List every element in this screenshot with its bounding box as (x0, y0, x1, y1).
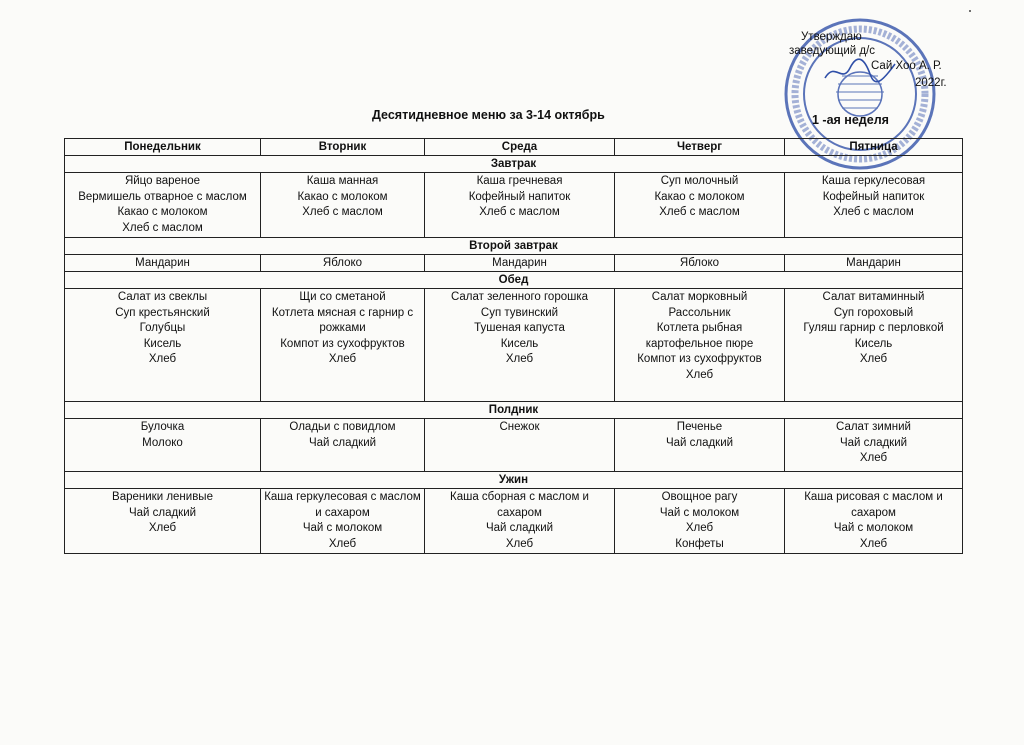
menu-item: Каша рисовая с маслом и сахаром (804, 491, 943, 519)
dinner-cell-monday (65, 489, 261, 554)
menu-item: Хлеб (505, 537, 534, 550)
dinner-cell-thursday (615, 489, 785, 554)
menu-item: Чай с молоком (833, 522, 914, 534)
menu-item: Какао с молоком (297, 190, 388, 203)
menu-item: Каша геркулесовая с маслом и сахаром (264, 491, 421, 519)
lunch-cell-monday (65, 289, 261, 402)
menu-item: Салат витаминный (822, 291, 925, 303)
breakfast-cell-monday (65, 173, 261, 238)
breakfast-cell-wednesday (425, 173, 615, 238)
menu-item: Компот из сухофруктов (280, 337, 405, 350)
menu-item: Оладьи с повидлом (289, 421, 396, 433)
menu-item: Салат из свеклы (117, 291, 208, 303)
menu-item: Котлета мясная с гарнир с рожками (271, 306, 414, 334)
breakfast-cell-tuesday (261, 173, 425, 238)
menu-item: Хлеб (859, 452, 888, 464)
menu-item: Тушеная капуста (474, 322, 565, 334)
menu-item: Хлеб с маслом (833, 206, 914, 218)
menu-item: Хлеб с маслом (659, 206, 740, 218)
day-header-friday: Пятница (785, 139, 963, 156)
approval-line-name: Сай Хоо А. Р. (871, 60, 942, 72)
lunch-cell-thursday (615, 289, 785, 402)
menu-item: Салат зимний (836, 421, 911, 433)
menu-item: Каша геркулесовая (821, 175, 926, 187)
menu-item: Вермишель отварное с маслом (78, 190, 247, 203)
menu-item: Щи со сметаной (299, 291, 386, 303)
document-title: Десятидневное меню за 3-14 октябрь (372, 108, 605, 122)
menu-item: Каша манная (306, 175, 379, 187)
menu-item: Салат морковный (651, 291, 748, 303)
menu-item: Каша сборная с маслом и сахаром (450, 491, 589, 519)
menu-item: Хлеб (685, 522, 714, 534)
scan-speck (969, 10, 971, 12)
menu-item: Хлеб (685, 368, 714, 381)
section-dinner: Ужин (65, 472, 963, 489)
days-header-row (65, 139, 963, 156)
menu-item: Овощное рагу (661, 491, 738, 503)
menu-item: Конфеты (675, 537, 724, 550)
menu-item: Чай сладкий (665, 436, 734, 449)
menu-item: Яйцо вареное (124, 175, 201, 187)
menu-item: Кисель (500, 337, 539, 350)
menu-item: Какао с молоком (654, 190, 745, 203)
dinner-cell-friday (785, 489, 963, 554)
section-breakfast: Завтрак (65, 156, 963, 173)
menu-item: Вареники ленивые (112, 491, 213, 503)
menu-item: Снежок (499, 421, 540, 433)
menu-item: Рассольник (668, 306, 731, 319)
afternoon-snack-cell-wednesday (425, 419, 615, 472)
menu-item: Кисель (854, 337, 893, 350)
menu-item: Печенье (676, 421, 723, 433)
dinner-cell-wednesday (425, 489, 615, 554)
day-header-tuesday: Вторник (261, 139, 425, 156)
menu-item: Хлеб (148, 522, 177, 534)
menu-item: Суп тувинский (480, 306, 559, 319)
breakfast-cell-friday (785, 173, 963, 238)
menu-item: Хлеб с маслом (302, 206, 383, 218)
lunch-cell-tuesday (261, 289, 425, 402)
second-breakfast-cell-friday: Мандарин (785, 255, 963, 272)
day-header-monday: Понедельник (65, 139, 261, 156)
lunch-cell-friday (785, 289, 963, 402)
menu-item: Чай сладкий (128, 506, 197, 519)
menu-item: Чай с молоком (659, 506, 740, 519)
dinner-cell-tuesday (261, 489, 425, 554)
section-afternoon-snack: Полдник (65, 402, 963, 419)
menu-table (64, 138, 963, 554)
menu-item: Чай сладкий (308, 436, 377, 449)
day-header-wednesday: Среда (425, 139, 615, 156)
menu-item: Чай с молоком (302, 522, 383, 534)
menu-item: Хлеб с маслом (122, 221, 203, 234)
menu-item: Салат зеленного горошка (450, 291, 589, 303)
second-breakfast-cell-wednesday: Мандарин (425, 255, 615, 272)
menu-item: Суп молочный (660, 175, 739, 187)
week-label: 1 -ая неделя (812, 113, 889, 127)
second-breakfast-cell-tuesday: Яблоко (261, 255, 425, 272)
menu-item: Суп гороховый (833, 306, 914, 319)
menu-item: Булочка (140, 421, 185, 433)
second-breakfast-row (65, 255, 963, 272)
afternoon-snack-cell-friday (785, 419, 963, 472)
menu-item: Суп крестьянский (115, 306, 210, 319)
menu-item: Хлеб (148, 353, 177, 365)
menu-item: Чай сладкий (485, 522, 554, 534)
breakfast-row (65, 173, 963, 238)
lunch-cell-wednesday (425, 289, 615, 402)
menu-item: Молоко (142, 436, 183, 449)
afternoon-snack-cell-monday (65, 419, 261, 472)
menu-item: Хлеб с маслом (479, 206, 560, 218)
approval-line-approve: Утверждаю (801, 31, 862, 43)
afternoon-snack-cell-thursday (615, 419, 785, 472)
second-breakfast-cell-monday: Мандарин (65, 255, 261, 272)
section-lunch: Обед (65, 272, 963, 289)
menu-item: Хлеб (505, 353, 534, 365)
menu-item: Хлеб (328, 353, 357, 365)
second-breakfast-cell-thursday: Яблоко (615, 255, 785, 272)
approval-line-date: 2022г. (915, 77, 947, 89)
dinner-row (65, 489, 963, 554)
day-header-thursday: Четверг (615, 139, 785, 156)
approval-line-position: заведующий д/с (789, 45, 876, 57)
afternoon-snack-cell-tuesday (261, 419, 425, 472)
menu-item: Какао с молоком (117, 206, 208, 218)
afternoon-snack-row (65, 419, 963, 472)
menu-item: Кофейный напиток (822, 190, 925, 203)
menu-item: Хлеб (859, 537, 888, 550)
section-second-breakfast: Второй завтрак (65, 238, 963, 255)
menu-item: Кофейный напиток (468, 190, 571, 203)
menu-item: Чай сладкий (839, 436, 908, 449)
menu-item: Гуляш гарнир с перловкой (803, 322, 944, 334)
lunch-row (65, 289, 963, 402)
menu-item: Котлета рыбная картофельное пюре (645, 322, 754, 350)
menu-item: Хлеб (859, 353, 888, 365)
menu-item: Кисель (143, 337, 182, 350)
menu-item: Компот из сухофруктов (637, 353, 762, 365)
menu-item: Голубцы (139, 322, 186, 334)
menu-item: Хлеб (328, 537, 357, 550)
breakfast-cell-thursday (615, 173, 785, 238)
menu-item: Каша гречневая (476, 175, 563, 187)
